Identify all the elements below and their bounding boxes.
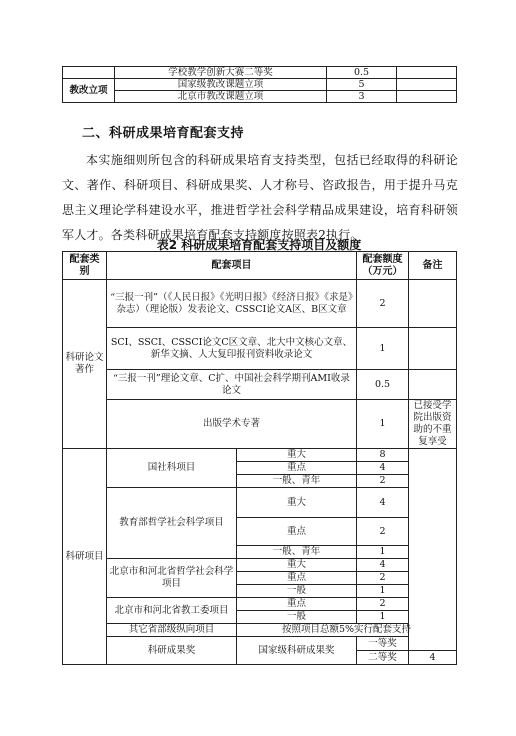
amount-cell: 4 — [357, 488, 409, 518]
table-row — [63, 370, 457, 400]
item-cell: 国家级教改课题立项 — [115, 79, 327, 91]
note-cell — [397, 91, 457, 103]
table-row — [63, 637, 457, 651]
amount-cell: 2 — [357, 475, 409, 488]
project-name-cell: 教育部哲学社会科学项目 — [107, 488, 237, 559]
amount-cell: 1 — [357, 400, 409, 449]
amount-cell: 0.5 — [357, 370, 409, 400]
level-cell: 重大 — [237, 449, 357, 462]
empty-cell — [63, 67, 115, 79]
support-table — [62, 251, 457, 665]
amount-cell: 2 — [357, 518, 409, 546]
table-row — [63, 598, 457, 611]
table-row — [63, 67, 457, 79]
header-note: 备注 — [409, 252, 457, 280]
table-row — [63, 280, 457, 328]
level-cell: 二等奖 — [357, 651, 409, 665]
amount-cell: 4 — [357, 559, 409, 572]
prev-table-continuation — [62, 66, 457, 103]
item-cell: SCI、SSCI、CSSCI论文C区文章、北大中文核心文章、新华文摘、人大复印报刊资料收录论文 — [107, 328, 357, 370]
body-paragraph: 本实施细则所包含的科研成果培育支持类型，包括已经取得的科研论文、著作、科研项目、科研成果奖、人才称号、咨政报告，用于提升马克思主义理论学科建设水平，推进哲学社会科学精品成果建设，培育科研领军人才。各类科研成果培育配套支持额度按照表2执行。 — [62, 153, 458, 242]
item-cell: 出版学术专著 — [107, 400, 357, 449]
note-cell — [397, 67, 457, 79]
table-row — [63, 328, 457, 370]
amount-cell: 3 — [327, 91, 397, 103]
table-row — [63, 79, 457, 91]
note-cell — [397, 79, 457, 91]
table-row — [63, 488, 457, 518]
level-cell: 一等奖 — [357, 637, 409, 651]
note-cell — [409, 449, 457, 651]
amount-cell: 4 — [409, 651, 457, 665]
table-row — [63, 400, 457, 449]
header-item: 配套项目 — [107, 252, 357, 280]
amount-cell: 0.5 — [327, 67, 397, 79]
amount-cell: 1 — [357, 611, 409, 624]
amount-cell: 8 — [357, 449, 409, 462]
amount-cell: 4 — [357, 462, 409, 475]
note-cell: 已接受学院出版资助的不重复享受 — [409, 400, 457, 449]
amount-cell: 2 — [357, 598, 409, 611]
table-row — [63, 449, 457, 462]
section-heading: 二、科研成果培育配套支持 — [82, 126, 245, 141]
project-name-cell: 北京市和河北省哲学社会科学项目 — [107, 559, 237, 598]
level-cell: 一般、青年 — [237, 546, 357, 559]
table-row — [63, 624, 457, 637]
table-caption: 表2 科研成果培育配套支持项目及额度 — [156, 238, 362, 252]
category-cell: 科研成果奖 — [107, 637, 237, 665]
header-category: 配套类别 — [63, 252, 107, 280]
table-row — [63, 559, 457, 572]
level-cell: 重点 — [237, 462, 357, 475]
amount-cell: 5 — [327, 79, 397, 91]
level-cell: 重大 — [237, 488, 357, 518]
award-name-cell: 国家级科研成果奖 — [237, 637, 357, 665]
level-cell: 重点 — [237, 598, 357, 611]
header-row — [63, 252, 457, 280]
level-cell: 一般 — [237, 611, 357, 624]
amount-cell: 按照项目总额5%实行配套支持 — [237, 624, 457, 637]
item-cell: “三报一刊”（《人民日报》《光明日报》《经济日报》《求是》杂志）（理论版）发表论文、CSSCI论文A区、B区文章 — [107, 280, 357, 328]
level-cell: 重大 — [237, 559, 357, 572]
level-cell: 一般、青年 — [237, 475, 357, 488]
project-name-cell: 国社科项目 — [107, 449, 237, 488]
amount-cell: 2 — [357, 572, 409, 585]
level-cell: 重点 — [237, 572, 357, 585]
amount-cell: 2 — [357, 280, 409, 328]
category-cell: 科研论文著作 — [63, 280, 107, 449]
level-cell: 重点 — [237, 518, 357, 546]
item-cell: 其它省部级纵向项目 — [107, 624, 237, 637]
category-cell: 教改立项 — [63, 79, 115, 103]
item-cell: 学校教学创新大赛二等奖 — [115, 67, 327, 79]
level-cell: 一般 — [237, 585, 357, 598]
note-cell — [409, 328, 457, 370]
note-cell — [409, 370, 457, 400]
item-cell: 北京市教改课题立项 — [115, 91, 327, 103]
amount-cell: 1 — [357, 585, 409, 598]
item-cell: “三报一刊”理论文章、C扩、中国社会科学期刊AMI收录论文 — [107, 370, 357, 400]
category-cell: 科研项目 — [63, 449, 107, 665]
amount-cell: 1 — [357, 328, 409, 370]
amount-cell: 1 — [357, 546, 409, 559]
table-row — [63, 91, 457, 103]
project-name-cell: 北京市和河北省教工委项目 — [107, 598, 237, 624]
header-amount: 配套额度（万元） — [357, 252, 409, 280]
note-cell — [409, 280, 457, 328]
